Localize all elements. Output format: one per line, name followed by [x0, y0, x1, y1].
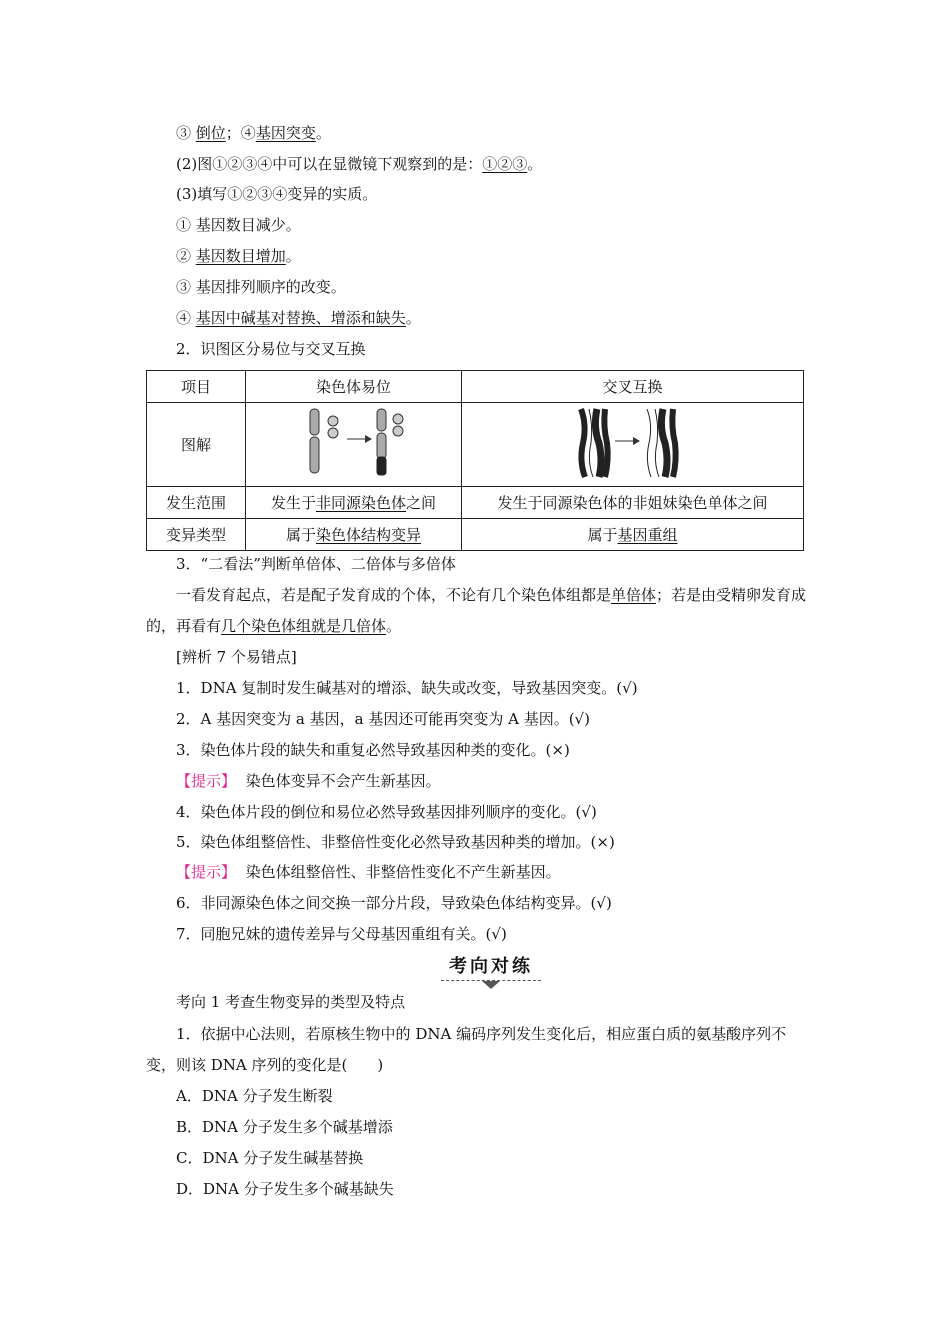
tip-label: 【提示】 — [176, 772, 237, 790]
essence-item-2: ② 基因数目增加。 — [176, 247, 301, 265]
translocation-diagram — [246, 403, 462, 487]
table-row-type — [147, 519, 804, 551]
error-item-4: 4．染色体片段的倒位和易位必然导致基因排列顺序的变化。(√) — [176, 803, 597, 821]
question-1: 1．依据中心法则，若原核生物中的 DNA 编码序列发生变化后，相应蛋白质的氨基酸序列不变，则该 DNA 序列的变化是( ) — [146, 1025, 787, 1074]
section-3-title: 3．“二看法”判断单倍体、二倍体与多倍体 — [176, 555, 456, 573]
range-crossover: 发生于同源染色体的非姐妹染色单体之间 — [462, 487, 804, 519]
section-banner-title: 考向对练 — [449, 956, 533, 977]
tip-line-1: 【提示】 染色体变异不会产生新基因。 — [176, 772, 441, 790]
table-header-row — [147, 371, 804, 403]
type-crossover: 属于基因重组 — [462, 519, 804, 551]
error-item-1: 1．DNA 复制时发生碱基对的增添、缺失或改变，导致基因突变。(√) — [176, 679, 638, 697]
essence-item-3: ③ 基因排列顺序的改变。 — [176, 278, 346, 296]
section-2-title: 2．识图区分易位与交叉互换 — [176, 340, 366, 358]
section-banner-arrow-icon — [482, 981, 500, 989]
type-translocation: 属于染色体结构变异 — [246, 519, 462, 551]
tip-line-2: 【提示】 染色体组整倍性、非整倍性变化不产生新基因。 — [176, 863, 561, 881]
error-item-6: 6．非同源染色体之间交换一部分片段，导致染色体结构变异。(√) — [176, 894, 612, 912]
header-item: 项目 — [147, 371, 246, 403]
table-row-diagram — [147, 403, 804, 487]
answer-structural-variation: 染色体结构变异 — [316, 526, 422, 544]
section-3-body: 一看发育起点，若是配子发育成的个体，不论有几个染色体组都是单倍体；若是由受精卵发育成的，再看有几个染色体组就是几倍体。 — [146, 586, 807, 635]
question-2-line: (2)图①②③④中可以在显微镜下观察到的是：①②③。 — [176, 155, 543, 173]
topic-1-title: 考向 1 考查生物变异的类型及特点 — [176, 993, 406, 1011]
header-translocation: 染色体易位 — [246, 371, 462, 403]
diagram-label: 图解 — [147, 403, 246, 487]
tip-label: 【提示】 — [176, 863, 237, 881]
errors-title: [辨析 7 个易错点] — [176, 648, 297, 666]
header-crossover: 交叉互换 — [462, 371, 804, 403]
error-item-2: 2．A 基因突变为 a 基因，a 基因还可能再突变为 A 基因。(√) — [176, 710, 590, 728]
answer-line-1: ③ 倒位；④基因突变。 — [176, 124, 331, 142]
question-3-line: (3)填写①②③④变异的实质。 — [176, 185, 378, 203]
answer-haploid: 单倍体 — [611, 586, 657, 604]
range-label: 发生范围 — [147, 487, 246, 519]
answer-base-change: 基因中碱基对替换、增添和缺失 — [195, 309, 406, 327]
type-label: 变异类型 — [147, 519, 246, 551]
essence-item-4: ④ 基因中碱基对替换、增添和缺失。 — [176, 309, 421, 327]
range-translocation: 发生于非同源染色体之间 — [246, 487, 462, 519]
answer-recombination: 基因重组 — [617, 526, 678, 544]
error-item-7: 7．同胞兄妹的遗传差异与父母基因重组有关。(√) — [176, 925, 507, 943]
option-b: B．DNA 分子发生多个碱基增添 — [176, 1118, 393, 1136]
comparison-table — [146, 370, 804, 551]
error-item-5: 5．染色体组整倍性、非整倍性变化必然导致基因种类的增加。(×) — [176, 833, 615, 851]
error-item-3: 3．染色体片段的缺失和重复必然导致基因种类的变化。(×) — [176, 741, 570, 759]
option-c: C．DNA 分子发生碱基替换 — [176, 1149, 364, 1167]
crossover-diagram — [462, 403, 804, 487]
option-a: A．DNA 分子发生断裂 — [176, 1087, 333, 1105]
option-d: D．DNA 分子发生多个碱基缺失 — [176, 1180, 394, 1198]
essence-item-1: ① 基因数目减少。 — [176, 216, 301, 234]
answer-gene-increase: 基因数目增加 — [195, 247, 286, 265]
answer-observable: ①②③ — [482, 155, 528, 173]
translocation-figure — [294, 405, 414, 481]
answer-gene-mutation: 基因突变 — [255, 124, 316, 142]
answer-non-homologous: 非同源染色体 — [315, 494, 406, 512]
answer-inversion: 倒位 — [195, 124, 226, 142]
crossover-figure — [573, 405, 693, 481]
section-banner — [441, 952, 541, 989]
table-row-range — [147, 487, 804, 519]
answer-ploidy: 几个染色体组就是几倍体 — [221, 617, 387, 635]
